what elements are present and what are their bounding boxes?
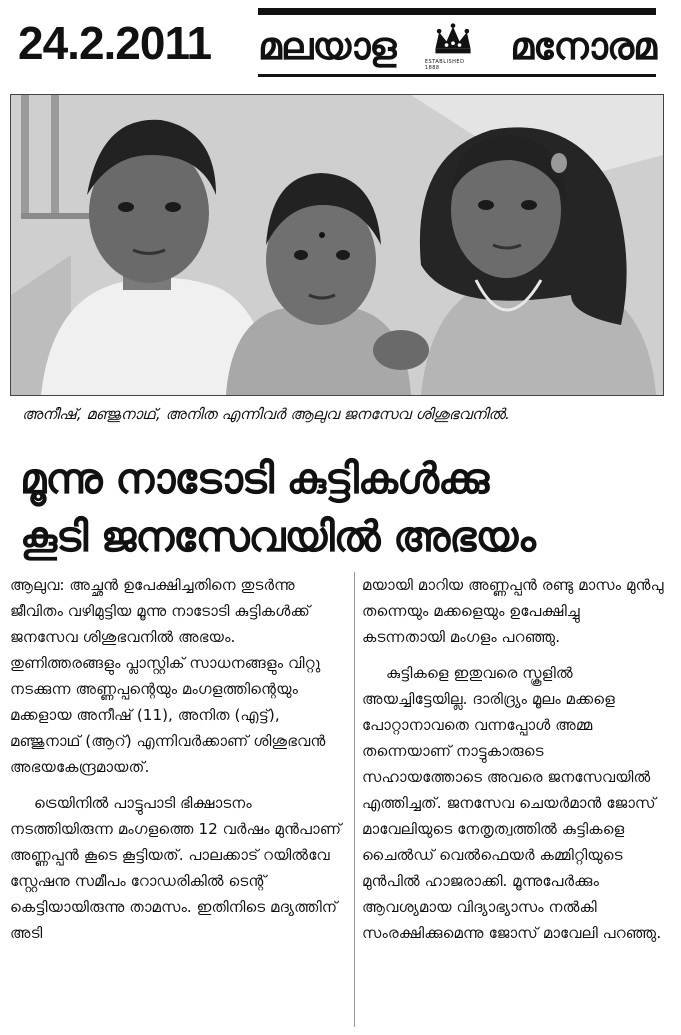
- children-photo: [10, 94, 664, 396]
- masthead-bottom-rule: [258, 74, 656, 77]
- headline-line-2: കൂടി ജനസേവയിൽ അഭയം: [20, 512, 535, 561]
- masthead: [0, 0, 681, 90]
- article-column-left: [10, 572, 350, 1027]
- article-column-right: [362, 572, 666, 1027]
- crown-emblem-icon: [425, 21, 481, 71]
- article-paragraph: മയായി മാറിയ അണ്ണപ്പൻ രണ്ടു മാസം മുൻപു തന്നെയും മക്കളെയും ഉപേക്ഷിച്ചു കടന്നതായി മംഗളം പറഞ്ഞു.: [362, 576, 664, 646]
- headline: [20, 450, 670, 566]
- masthead-top-rule: [258, 8, 656, 15]
- photo-caption: അനീഷ്, മഞ്ജുനാഥ്, അനിത എന്നിവർ ആലുവ ജനസേവ ശിശുഭവനിൽ.: [22, 405, 510, 423]
- article-paragraph: ആലുവ: അച്ഛൻ ഉപേക്ഷിച്ചതിനെ തുടർന്നു ജീവിതം വഴിമുട്ടിയ മൂന്നു നാടോടി കുട്ടികൾക്ക് ജനസേവ ശിശുഭവനിൽ അഭയം. തുണിത്തരങ്ങളും പ്ലാസ്റ്റിക് സാധനങ്ങളും വിറ്റു നടക്കുന്ന അണ്ണപ്പന്റെയും മംഗളത്തിന്റെയും മക്കളായ അനീഷ് (11), അനിത (എട്ട്), മഞ്ജുനാഥ് (ആറ്) എന്നിവർക്കാണ് ശിശുഭവൻ അഭയകേന്ദ്രമായത്.: [10, 576, 326, 776]
- article-paragraph: കുട്ടികളെ ഇതുവരെ സ്കൂളിൽ അയച്ചിട്ടേയില്ല. ദാരിദ്ര്യം മൂലം മക്കളെ പോറ്റാനാവതെ വന്നപ്പോൾ അമ്മ തന്നെയാണ് നാട്ടുകാരുടെ സഹായത്തോടെ അവരെ ജനസേവയിൽ എത്തിച്ചത്. ജനസേവ ചെയർമാൻ ജോസ് മാവേലിയുടെ നേതൃത്വത്തിൽ കുട്ടികളെ ചൈൽഡ് വെൽഫെയർ കമ്മിറ്റിയുടെ മുൻപിൽ ഹാജരാക്കി. മൂന്നുപേർക്കും ആവശ്യമായ വിദ്യാഭ്യാസം നൽകി സംരക്ഷിക്കുമെന്നു ജോസ് മാവേലി പറഞ്ഞു.: [362, 664, 662, 942]
- emblem-established-text: ESTABLISHED 1888: [424, 59, 465, 71]
- newspaper-nameplate: [258, 20, 656, 72]
- publication-date: 24.2.2011: [18, 17, 212, 69]
- headline-line-1: മൂന്നു നാടോടി കുട്ടികൾക്കു: [20, 454, 489, 503]
- article-paragraph: ട്രെയിനിൽ പാട്ടുപാടി ഭിക്ഷാടനം നടത്തിയിരുന്ന മംഗളത്തെ 12 വർഷം മുൻപാണ് അണ്ണപ്പൻ കൂടെ കൂട്ടിയത്. പാലക്കാട് റയിൽവേ സ്റ്റേഷനു സമീപം റോഡരികിൽ ടെന്റ് കെട്ടിയായിരുന്നു താമസം. ഇതിനിടെ മദ്യത്തിന് അടി: [10, 794, 342, 942]
- nameplate-right-word: മനോരമ: [510, 24, 656, 68]
- nameplate-left-word: മലയാള: [258, 24, 396, 68]
- column-divider: [354, 572, 355, 1027]
